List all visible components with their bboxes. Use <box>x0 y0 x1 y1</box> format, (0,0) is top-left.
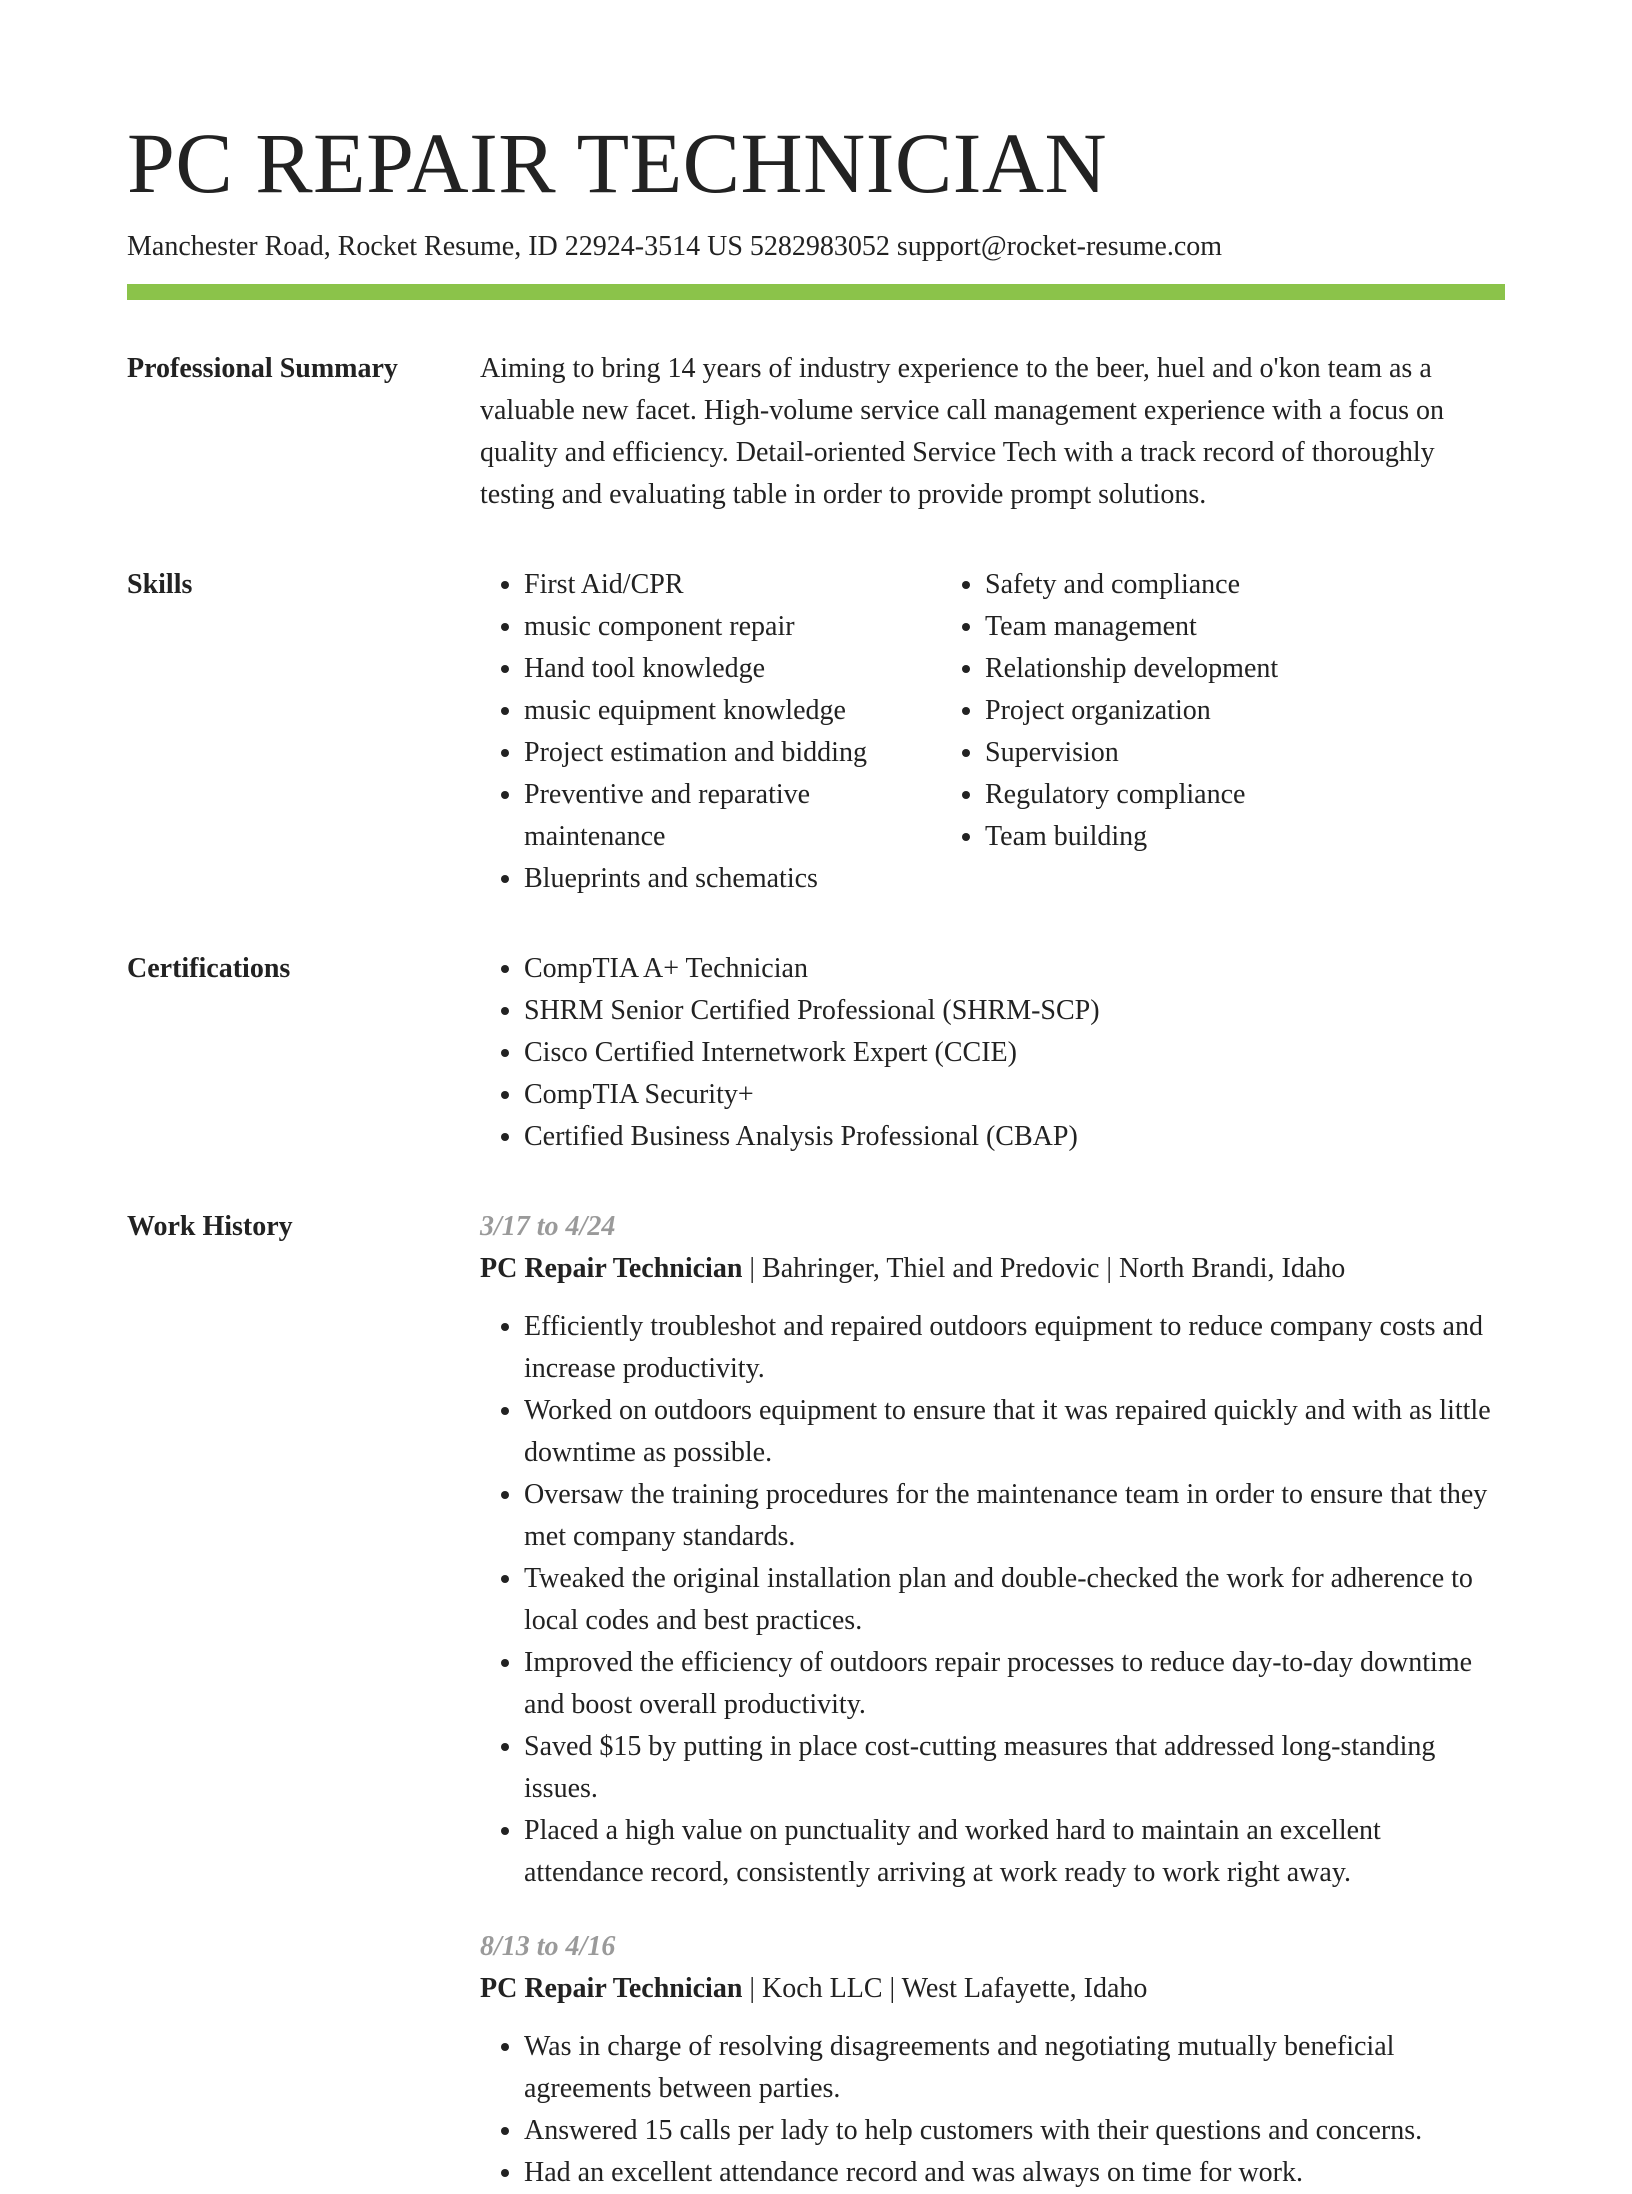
certifications-list <box>480 948 1505 1158</box>
skill-item: • Project organization <box>985 690 1505 732</box>
skill-item: • Supervision <box>985 732 1505 774</box>
job-bullet: • Answered 15 calls per lady to help customers with their questions and concerns. <box>524 2110 1505 2152</box>
job-details: | Bahringer, Thiel and Predovic | North Brandi, Idaho <box>742 1252 1346 1284</box>
skill-item: • Preventive and reparative maintenance <box>524 774 941 858</box>
summary-body <box>480 348 1505 516</box>
skill-item: • music equipment knowledge <box>524 690 941 732</box>
skills-label: Skills <box>127 568 193 600</box>
job-bullet: • Efficiently troubleshot and repaired outdoors equipment to reduce company costs and increase productivity. <box>524 1306 1505 1390</box>
skill-item: • Relationship development <box>985 648 1505 690</box>
work-history-section <box>127 1206 1505 2194</box>
certification-item: • SHRM Senior Certified Professional (SHRM-SCP) <box>524 990 1505 1032</box>
job-bullet: • Oversaw the training procedures for the maintenance team in order to ensure that they met company standards. <box>524 1474 1505 1558</box>
skill-item: • Safety and compliance <box>985 564 1505 606</box>
job-heading <box>480 1968 1505 2010</box>
job-entry <box>480 1926 1505 2194</box>
job-heading <box>480 1248 1505 1290</box>
job-bullet: • Tweaked the original installation plan and double-checked the work for adherence to local codes and best practices. <box>524 1558 1505 1642</box>
certifications-label: Certifications <box>127 952 291 984</box>
job-bullet: • Worked on outdoors equipment to ensure that it was repaired quickly and with as little downtime as possible. <box>524 1390 1505 1474</box>
job-dates: 3/17 to 4/24 <box>480 1210 616 1242</box>
certification-item: • CompTIA Security+ <box>524 1074 1505 1116</box>
job-bullet: • Had an excellent attendance record and was always on time for work. <box>524 2152 1505 2194</box>
accent-divider <box>127 284 1505 300</box>
work-history-label: Work History <box>127 1210 293 1242</box>
skills-column-1 <box>480 564 941 900</box>
skill-item: • Hand tool knowledge <box>524 648 941 690</box>
certification-item: • Certified Business Analysis Professional (CBAP) <box>524 1116 1505 1158</box>
contact-line <box>127 230 1505 264</box>
job-bullet-list <box>480 1306 1505 1894</box>
skill-item: • First Aid/CPR <box>524 564 941 606</box>
job-bullet: • Placed a high value on punctuality and worked hard to maintain an excellent attendance record, consistently arriving at work ready to work right away. <box>524 1810 1505 1894</box>
certifications-body <box>480 948 1505 1158</box>
skills-body <box>480 564 1505 900</box>
job-dates: 8/13 to 4/16 <box>480 1930 616 1962</box>
skill-item: • Team building <box>985 816 1505 858</box>
summary-section <box>127 348 1505 516</box>
contact-phone: 5282983052 <box>749 231 890 263</box>
contact-address: Manchester Road, Rocket Resume, ID 22924-3514 US <box>127 231 743 263</box>
contact-email: support@rocket-resume.com <box>896 231 1223 263</box>
job-bullet-list <box>480 2026 1505 2194</box>
job-bullet: • Was in charge of resolving disagreements and negotiating mutually beneficial agreements between parties. <box>524 2026 1505 2110</box>
certification-item: • Cisco Certified Internetwork Expert (CCIE) <box>524 1032 1505 1074</box>
certifications-section <box>127 948 1505 1158</box>
skills-section <box>127 564 1505 900</box>
resume-name-heading: PC REPAIR TECHNICIAN <box>127 115 1108 211</box>
summary-text: Aiming to bring 14 years of industry experience to the beer, huel and o'kon team as a valuable new facet. High-volume service call management experience with a focus on quality and efficiency. Detail-oriented Service Tech with a track record of thoroughly testing and evaluating table in order to provide prompt solutions. <box>480 352 1445 510</box>
skill-item: • Regulatory compliance <box>985 774 1505 816</box>
summary-label: Professional Summary <box>127 352 398 384</box>
job-bullet: • Improved the efficiency of outdoors repair processes to reduce day-to-day downtime and boost overall productivity. <box>524 1642 1505 1726</box>
work-history-body <box>480 1206 1505 2194</box>
job-title: PC Repair Technician <box>480 1252 743 1284</box>
job-entry <box>480 1206 1505 1894</box>
job-bullet: • Saved $15 by putting in place cost-cutting measures that addressed long-standing issues. <box>524 1726 1505 1810</box>
certification-item: • CompTIA A+ Technician <box>524 948 1505 990</box>
skills-column-2 <box>941 564 1505 900</box>
skill-item: • Project estimation and bidding <box>524 732 941 774</box>
skill-item: • music component repair <box>524 606 941 648</box>
skill-item: • Blueprints and schematics <box>524 858 941 900</box>
skill-item: • Team management <box>985 606 1505 648</box>
job-details: | Koch LLC | West Lafayette, Idaho <box>742 1972 1148 2004</box>
job-title: PC Repair Technician <box>480 1972 743 2004</box>
